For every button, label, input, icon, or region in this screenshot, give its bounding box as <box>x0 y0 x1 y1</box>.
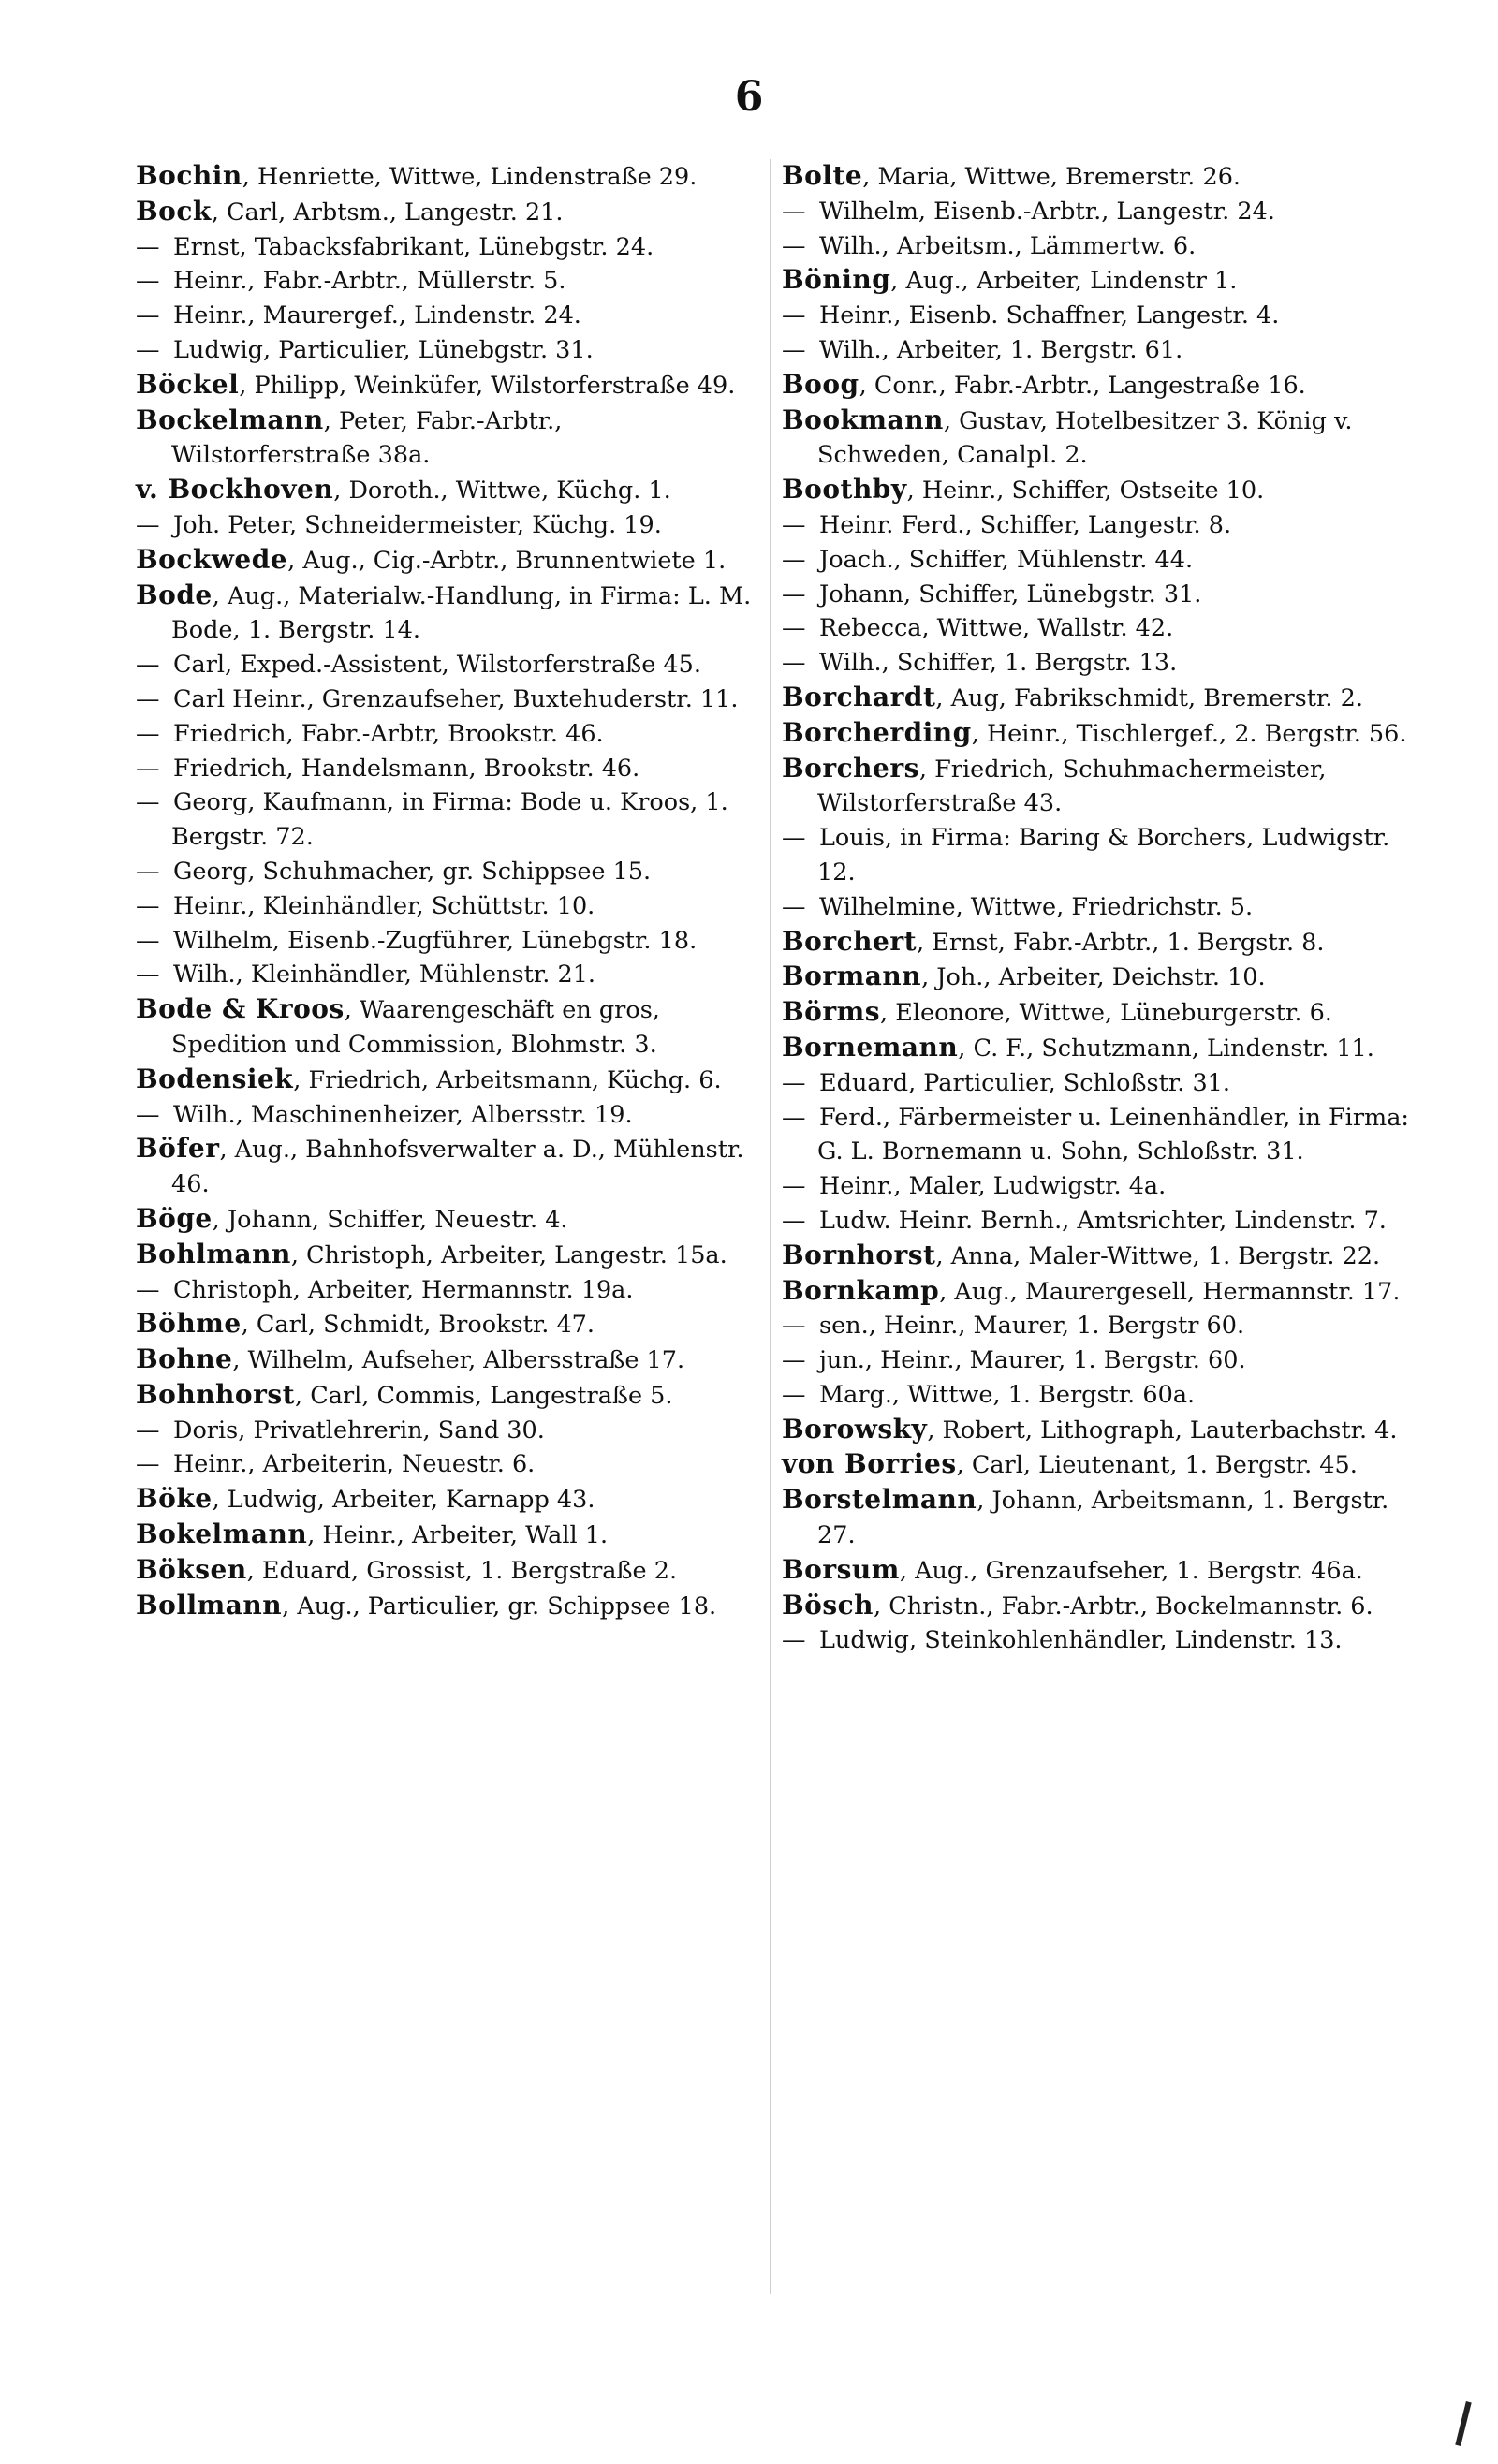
entry-details: Eduard, Particulier, Schloßstr. 31. <box>819 1068 1231 1097</box>
entry-details: Philipp, Weinküfer, Wilstorferstraße 49. <box>254 371 736 400</box>
ditto-dash: — <box>782 1172 806 1201</box>
directory-entry: Borstelmann, Johann, Arbeitsmann, 1. Bergstr. 27. <box>782 1484 1389 1550</box>
entry-details: Wilh., Maschinenheizer, Albersstr. 19. <box>173 1100 633 1129</box>
directory-sub-entry <box>782 1169 1418 1204</box>
directory-sub-entry <box>136 264 758 299</box>
directory-entry: Börms, Eleonore, Wittwe, Lüneburgerstr. 6. <box>782 996 1332 1028</box>
directory-sub-entry <box>782 890 1418 925</box>
directory-sub-entry <box>136 648 758 682</box>
directory-entry: Bochin, Henriette, Wittwe, Lindenstraße 29. <box>136 160 698 191</box>
entry-details: Carl, Exped.-Assistent, Wilstorferstraße 45. <box>173 651 701 680</box>
directory-sub-entry <box>136 299 758 333</box>
entry-details: Johann, Schiffer, Lünebgstr. 31. <box>819 579 1202 609</box>
entry-surname: Borcherding <box>782 716 972 748</box>
directory-entry: Böning, Aug., Arbeiter, Lindenstr 1. <box>782 264 1238 296</box>
directory-sub-entry <box>782 1309 1418 1343</box>
directory-sub-entry <box>136 1414 758 1448</box>
entry-details: Ludwig, Steinkohlenhändler, Lindenstr. 13. <box>819 1626 1343 1655</box>
directory-entry: Bornemann, C. F., Schutzmann, Lindenstr. 11. <box>782 1031 1374 1063</box>
entry-details: Aug., Particulier, gr. Schippsee 18. <box>297 1591 717 1621</box>
directory-entry: Böksen, Eduard, Grossist, 1. Bergstraße 2. <box>136 1553 678 1585</box>
ditto-dash: — <box>782 1626 806 1655</box>
entry-details: Wilh., Arbeiter, 1. Bergstr. 61. <box>819 335 1183 364</box>
entry-surname: Boothby <box>782 474 907 506</box>
entry-surname: Borowsky <box>782 1413 928 1445</box>
directory-sub-entry <box>782 1378 1418 1413</box>
directory-entry: Böhme, Carl, Schmidt, Brookstr. 47. <box>136 1308 595 1340</box>
entry-details: Johann, Arbeitsmann, 1. Bergstr. 27. <box>817 1487 1389 1550</box>
entry-details: Maria, Wittwe, Bremerstr. 26. <box>877 163 1241 191</box>
entry-surname: von Borries <box>782 1448 957 1480</box>
directory-entry: Böge, Johann, Schiffer, Neuestr. 4. <box>136 1202 568 1234</box>
directory-entry: Borowsky, Robert, Lithograph, Lauterbachstr. 4. <box>782 1413 1398 1445</box>
ditto-dash: — <box>136 891 160 920</box>
entry-details: Wilh., Arbeitsm., Lämmertw. 6. <box>819 231 1197 260</box>
directory-entry: Bohne, Wilhelm, Aufseher, Albersstraße 17. <box>136 1343 685 1375</box>
directory-sub-entry <box>782 299 1418 333</box>
ditto-dash: — <box>782 197 806 226</box>
directory-entry: Bohnhorst, Carl, Commis, Langestraße 5. <box>136 1378 673 1410</box>
directory-entry: Böckel, Philipp, Weinküfer, Wilstorferstraße 49. <box>136 368 736 400</box>
directory-entry: Bock, Carl, Arbtsm., Langestr. 21. <box>136 195 564 227</box>
directory-sub-entry <box>136 889 758 924</box>
directory-entry: Bockelmann, Peter, Fabr.-Arbtr., Wilstorferstraße 38a. <box>136 403 563 470</box>
entry-details: Waarengeschäft en gros, Spedition und Commission, Blohmstr. 3. <box>171 996 660 1059</box>
entry-surname: Bohnhorst <box>136 1378 296 1410</box>
ditto-dash: — <box>136 510 160 539</box>
entry-surname: Bolte <box>782 160 863 191</box>
ditto-dash: — <box>782 1068 806 1097</box>
entry-surname: Bohne <box>136 1343 233 1375</box>
entry-details: Robert, Lithograph, Lauterbachstr. 4. <box>942 1415 1398 1445</box>
directory-sub-entry <box>782 195 1418 229</box>
entry-details: Aug., Arbeiter, Lindenstr 1. <box>905 267 1238 296</box>
entry-details: Georg, Schuhmacher, gr. Schippsee 15. <box>173 857 652 886</box>
ditto-dash: — <box>136 754 160 783</box>
directory-sub-entry <box>136 508 758 543</box>
ditto-dash: — <box>782 892 806 921</box>
directory-entry: Bohlmann, Christoph, Arbeiter, Langestr. 15a. <box>136 1238 727 1269</box>
ditto-dash: — <box>782 649 806 678</box>
entry-details: sen., Heinr., Maurer, 1. Bergstr 60. <box>819 1312 1245 1341</box>
entry-surname: Bode <box>136 579 213 610</box>
entry-details: Friedrich, Arbeitsmann, Küchg. 6. <box>308 1065 722 1094</box>
directory-entry: Böke, Ludwig, Arbeiter, Karnapp 43. <box>136 1483 595 1515</box>
directory-entry: Böfer, Aug., Bahnhofsverwalter a. D., Mühlenstr. 46. <box>136 1133 744 1199</box>
entry-details: Conr., Fabr.-Arbtr., Langestraße 16. <box>874 371 1306 400</box>
entry-details: jun., Heinr., Maurer, 1. Bergstr. 60. <box>819 1346 1246 1375</box>
ditto-dash: — <box>136 1100 160 1129</box>
entry-surname: Bock <box>136 195 212 227</box>
directory-entry: von Borries, Carl, Lieutenant, 1. Bergstr. 45. <box>782 1448 1358 1480</box>
directory-sub-entry <box>136 1447 758 1482</box>
entry-details: Aug., Materialw.-Handlung, in Firma: L. M. Bode, 1. Bergstr. 14. <box>171 581 752 645</box>
ditto-dash: — <box>136 651 160 680</box>
ditto-dash: — <box>136 301 160 330</box>
entry-surname: Böhme <box>136 1308 242 1340</box>
entry-surname: Bösch <box>782 1589 874 1621</box>
directory-sub-entry <box>136 958 758 992</box>
entry-details: Friedrich, Schuhmachermeister, Wilstorferstraße 43. <box>817 755 1327 818</box>
entry-details: Friedrich, Handelsmann, Brookstr. 46. <box>173 754 640 783</box>
entry-details: Ludw. Heinr. Bernh., Amtsrichter, Lindenstr. 7. <box>819 1206 1387 1235</box>
ditto-dash: — <box>136 961 160 990</box>
entry-details: Aug., Grenzaufseher, 1. Bergstr. 46a. <box>915 1556 1363 1585</box>
directory-sub-entry <box>136 333 758 368</box>
ditto-dash: — <box>136 232 160 261</box>
ditto-dash: — <box>782 1380 806 1409</box>
entry-details: Heinr., Maurergef., Lindenstr. 24. <box>173 301 581 330</box>
ink-mark <box>1455 2401 1471 2446</box>
entry-details: Rebecca, Wittwe, Wallstr. 42. <box>819 614 1174 643</box>
ditto-dash: — <box>782 335 806 364</box>
directory-sub-entry <box>136 1273 758 1308</box>
directory-entry: Boothby, Heinr., Schiffer, Ostseite 10. <box>782 474 1265 506</box>
directory-sub-entry <box>136 752 758 786</box>
entry-details: Doroth., Wittwe, Küchg. 1. <box>348 477 671 506</box>
entry-details: Ernst, Fabr.-Arbtr., 1. Bergstr. 8. <box>932 928 1325 957</box>
entry-details: Heinr., Eisenb. Schaffner, Langestr. 4. <box>819 301 1280 330</box>
directory-entry: Borchardt, Aug, Fabrikschmidt, Bremerstr. 2. <box>782 681 1363 712</box>
entry-surname: Borchardt <box>782 681 936 712</box>
entry-surname: Böge <box>136 1202 213 1234</box>
directory-entry: Bornhorst, Anna, Maler-Wittwe, 1. Bergstr. 22. <box>782 1239 1381 1270</box>
entry-details: Joh., Arbeiter, Deichstr. 10. <box>936 963 1266 992</box>
column-divider <box>770 159 771 2294</box>
directory-entry: Bode & Kroos, Waarengeschäft en gros, Spedition und Commission, Blohmstr. 3. <box>136 993 660 1059</box>
directory-sub-entry <box>136 1098 758 1133</box>
entry-details: Wilh., Kleinhändler, Mühlenstr. 21. <box>173 961 596 990</box>
entry-details: Wilhelm, Eisenb.-Arbtr., Langestr. 24. <box>819 197 1275 226</box>
entry-surname: Bormann <box>782 961 922 992</box>
directory-entry: Bodensiek, Friedrich, Arbeitsmann, Küchg. 6. <box>136 1063 722 1094</box>
entry-details: Johann, Schiffer, Neuestr. 4. <box>227 1205 568 1234</box>
directory-entry: Bormann, Joh., Arbeiter, Deichstr. 10. <box>782 961 1266 992</box>
entry-details: Eduard, Grossist, 1. Bergstraße 2. <box>261 1556 678 1585</box>
entry-surname: Borstelmann <box>782 1484 977 1516</box>
entry-details: Ludwig, Particulier, Lünebgstr. 31. <box>173 335 594 364</box>
entry-details: Joh. Peter, Schneidermeister, Küchg. 19. <box>173 510 662 539</box>
entry-details: Heinr., Schiffer, Ostseite 10. <box>921 477 1265 506</box>
entry-details: Ernst, Tabacksfabrikant, Lünebgstr. 24. <box>173 232 654 261</box>
directory-entry: Bockwede, Aug., Cig.-Arbtr., Brunnentwiete 1. <box>136 543 727 575</box>
ditto-dash: — <box>136 1415 160 1445</box>
directory-entry: Bode, Aug., Materialw.-Handlung, in Firma: L. M. Bode, 1. Bergstr. 14. <box>136 579 752 645</box>
directory-sub-entry <box>782 611 1418 646</box>
entry-details: Heinr. Ferd., Schiffer, Langestr. 8. <box>819 510 1232 539</box>
entry-surname: Boog <box>782 368 859 400</box>
entry-details: Heinr., Arbeiterin, Neuestr. 6. <box>173 1450 536 1479</box>
directory-sub-entry <box>136 230 758 265</box>
ditto-dash: — <box>782 231 806 260</box>
entry-surname: Bohlmann <box>136 1238 291 1269</box>
directory-sub-entry <box>136 855 758 889</box>
entry-details: Carl, Schmidt, Brookstr. 47. <box>256 1311 595 1340</box>
entry-details: Heinr., Kleinhändler, Schüttstr. 10. <box>173 891 595 920</box>
directory-sub-entry <box>136 682 758 717</box>
entry-details: Anna, Maler-Wittwe, 1. Bergstr. 22. <box>950 1241 1381 1270</box>
entry-details: Carl, Commis, Langestraße 5. <box>310 1381 673 1410</box>
entry-details: Carl, Lieutenant, 1. Bergstr. 45. <box>971 1451 1358 1480</box>
entry-details: Christoph, Arbeiter, Hermannstr. 19a. <box>173 1275 634 1304</box>
directory-sub-entry <box>782 333 1418 368</box>
entry-surname: Böke <box>136 1483 213 1515</box>
entry-surname: v. Bockhoven <box>136 474 334 506</box>
entry-details: Ludwig, Arbeiter, Karnapp 43. <box>227 1486 595 1515</box>
ditto-dash: — <box>136 684 160 713</box>
directory-entry: v. Bockhoven, Doroth., Wittwe, Küchg. 1. <box>136 474 671 506</box>
ditto-dash: — <box>782 1312 806 1341</box>
directory-sub-entry <box>136 717 758 752</box>
ditto-dash: — <box>136 1450 160 1479</box>
directory-entry: Bolte, Maria, Wittwe, Bremerstr. 26. <box>782 160 1241 191</box>
directory-entry: Bookmann, Gustav, Hotelbesitzer 3. König v. Schweden, Canalpl. 2. <box>782 403 1353 470</box>
directory-sub-entry <box>782 543 1418 578</box>
ditto-dash: — <box>782 579 806 609</box>
directory-entry: Bokelmann, Heinr., Arbeiter, Wall 1. <box>136 1518 609 1550</box>
entry-details: Carl, Arbtsm., Langestr. 21. <box>227 198 564 227</box>
left-column <box>136 159 758 2256</box>
directory-sub-entry <box>782 578 1418 612</box>
ditto-dash: — <box>782 1346 806 1375</box>
entry-surname: Bookmann <box>782 403 944 435</box>
ditto-dash: — <box>136 719 160 748</box>
ditto-dash: — <box>782 1103 806 1132</box>
entry-details: Heinr., Maler, Ludwigstr. 4a. <box>819 1172 1167 1201</box>
directory-sub-entry <box>782 1066 1418 1101</box>
entry-surname: Bockwede <box>136 543 288 575</box>
entry-details: Eleonore, Wittwe, Lüneburgerstr. 6. <box>895 999 1332 1028</box>
ditto-dash: — <box>136 788 160 817</box>
ditto-dash: — <box>136 267 160 296</box>
ditto-dash: — <box>782 545 806 574</box>
entry-surname: Bochin <box>136 160 242 191</box>
entry-surname: Borchert <box>782 925 917 957</box>
ditto-dash: — <box>782 824 806 853</box>
directory-entry: Borsum, Aug., Grenzaufseher, 1. Bergstr. 46a. <box>782 1553 1363 1585</box>
directory-entry: Bollmann, Aug., Particulier, gr. Schippsee 18. <box>136 1589 717 1621</box>
entry-details: Marg., Wittwe, 1. Bergstr. 60a. <box>819 1380 1196 1409</box>
entry-surname: Bodensiek <box>136 1063 294 1094</box>
ditto-dash: — <box>136 926 160 955</box>
directory-sub-entry <box>782 508 1418 543</box>
ditto-dash: — <box>782 510 806 539</box>
entry-surname: Bode & Kroos <box>136 993 345 1025</box>
directory-entry: Boog, Conr., Fabr.-Arbtr., Langestraße 16. <box>782 368 1306 400</box>
entry-surname: Bokelmann <box>136 1518 308 1550</box>
page-number: 6 <box>734 73 764 121</box>
entry-details: Christn., Fabr.-Arbtr., Bockelmannstr. 6. <box>889 1591 1373 1621</box>
directory-sub-entry <box>782 821 1418 890</box>
entry-details: Wilhelm, Aufseher, Albersstraße 17. <box>247 1346 685 1375</box>
entry-details: Heinr., Fabr.-Arbtr., Müllerstr. 5. <box>173 267 566 296</box>
directory-sub-entry <box>782 646 1418 681</box>
directory-sub-entry <box>782 229 1418 264</box>
directory-sub-entry <box>782 1101 1418 1170</box>
entry-details: Aug, Fabrikschmidt, Bremerstr. 2. <box>950 683 1363 712</box>
entry-surname: Bornhorst <box>782 1239 936 1270</box>
entry-details: Carl Heinr., Grenzaufseher, Buxtehuderstr. 11. <box>173 684 739 713</box>
entry-details: Heinr., Tischlergef., 2. Bergstr. 56. <box>986 719 1407 748</box>
entry-details: Christoph, Arbeiter, Langestr. 15a. <box>306 1240 727 1269</box>
directory-sub-entry <box>136 785 758 855</box>
entry-details: Ferd., Färbermeister u. Leinenhändler, in Firma: G. L. Bornemann u. Sohn, Schloßstr. 31. <box>817 1103 1409 1166</box>
directory-sub-entry <box>136 924 758 959</box>
ditto-dash: — <box>782 301 806 330</box>
entry-surname: Bornkamp <box>782 1274 940 1306</box>
directory-sub-entry <box>782 1343 1418 1378</box>
entry-details: Henriette, Wittwe, Lindenstraße 29. <box>257 163 698 191</box>
directory-entry: Borchers, Friedrich, Schuhmachermeister, Wilstorferstraße 43. <box>782 752 1327 818</box>
entry-details: C. F., Schutzmann, Lindenstr. 11. <box>973 1034 1374 1063</box>
directory-entry: Borchert, Ernst, Fabr.-Arbtr., 1. Bergstr. 8. <box>782 925 1325 957</box>
entry-surname: Bollmann <box>136 1589 283 1621</box>
directory-sub-entry <box>782 1623 1418 1658</box>
entry-details: Aug., Cig.-Arbtr., Brunnentwiete 1. <box>302 546 727 575</box>
entry-surname: Bornemann <box>782 1031 959 1063</box>
entry-surname: Borsum <box>782 1553 900 1585</box>
entry-details: Wilhelm, Eisenb.-Zugführer, Lünebgstr. 18. <box>173 926 698 955</box>
directory-entry: Borcherding, Heinr., Tischlergef., 2. Bergstr. 56. <box>782 716 1407 748</box>
entry-surname: Böckel <box>136 368 240 400</box>
entry-details: Doris, Privatlehrerin, Sand 30. <box>173 1415 545 1445</box>
entry-details: Friedrich, Fabr.-Arbtr, Brookstr. 46. <box>173 719 604 748</box>
entry-surname: Bockelmann <box>136 403 324 435</box>
entry-surname: Böksen <box>136 1553 247 1585</box>
directory-sub-entry <box>782 1204 1418 1239</box>
entry-details: Aug., Bahnhofsverwalter a. D., Mühlenstr. 46. <box>171 1136 744 1199</box>
ditto-dash: — <box>136 1275 160 1304</box>
entry-surname: Börms <box>782 996 880 1028</box>
entry-details: Heinr., Arbeiter, Wall 1. <box>322 1521 609 1550</box>
entry-details: Joach., Schiffer, Mühlenstr. 44. <box>819 545 1194 574</box>
entry-details: Louis, in Firma: Baring & Borchers, Ludwigstr. 12. <box>817 824 1390 887</box>
entry-details: Wilhelmine, Wittwe, Friedrichstr. 5. <box>819 892 1254 921</box>
entry-surname: Borchers <box>782 752 919 784</box>
entry-surname: Böning <box>782 264 891 296</box>
entry-details: Georg, Kaufmann, in Firma: Bode u. Kroos, 1. Bergstr. 72. <box>171 788 728 852</box>
entry-details: Peter, Fabr.-Arbtr., Wilstorferstraße 38a. <box>171 406 563 470</box>
entry-details: Gustav, Hotelbesitzer 3. König v. Schweden, Canalpl. 2. <box>817 406 1353 470</box>
directory-entry: Bornkamp, Aug., Maurergesell, Hermannstr. 17. <box>782 1274 1401 1306</box>
ditto-dash: — <box>782 614 806 643</box>
right-column <box>782 159 1418 2256</box>
entry-details: Aug., Maurergesell, Hermannstr. 17. <box>954 1277 1401 1306</box>
ditto-dash: — <box>136 335 160 364</box>
directory-entry: Bösch, Christn., Fabr.-Arbtr., Bockelmannstr. 6. <box>782 1589 1373 1621</box>
entry-surname: Böfer <box>136 1133 220 1165</box>
ditto-dash: — <box>782 1206 806 1235</box>
ditto-dash: — <box>136 857 160 886</box>
entry-details: Wilh., Schiffer, 1. Bergstr. 13. <box>819 649 1178 678</box>
